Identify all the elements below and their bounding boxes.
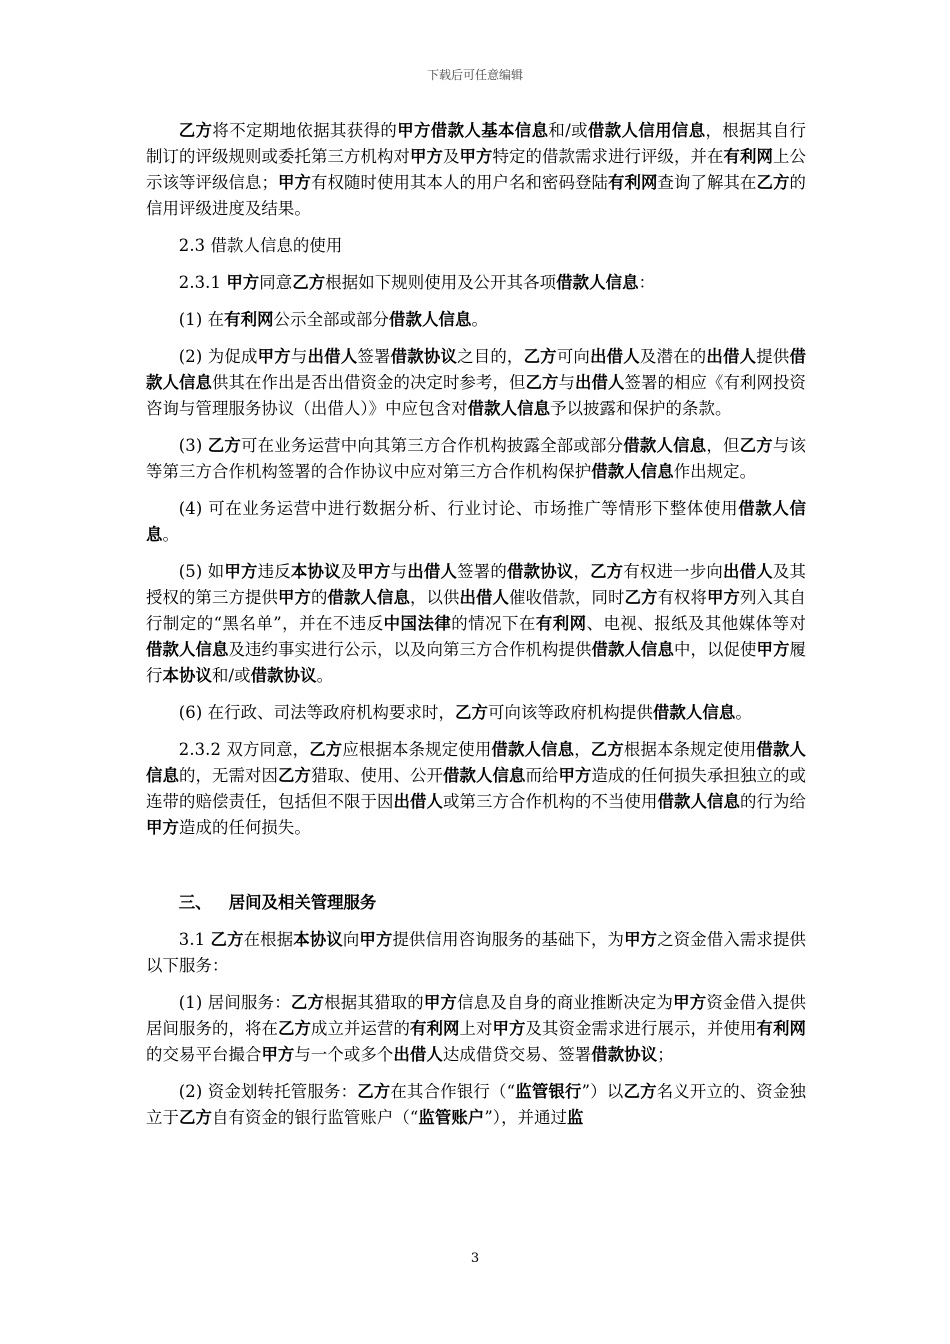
text-run: 应根据本条规定使用 xyxy=(342,740,492,759)
text-run: 3.1 xyxy=(178,930,211,949)
bold-term: 甲方 xyxy=(146,818,179,837)
text-run: 中，以促使 xyxy=(674,640,757,659)
bold-term: 甲方 xyxy=(224,562,258,581)
text-run: ； xyxy=(657,1045,674,1064)
text-run: 签署的相应《有利网投资咨询与管理服务协议（出借人）》中应包含对 xyxy=(146,373,806,418)
text-run: 的交易平台撮合 xyxy=(146,1045,262,1064)
text-run: 。 xyxy=(316,666,334,685)
section-heading xyxy=(146,890,806,916)
text-run: 及潜在的 xyxy=(639,347,707,366)
bold-term: 借款人信息 xyxy=(591,462,674,481)
bold-term: 有利网 xyxy=(535,614,587,633)
bold-term: 甲方 xyxy=(673,993,707,1012)
spacer xyxy=(146,852,806,890)
text-run: 及违约事实进行公示，以及向第三方合作机构提供 xyxy=(228,640,592,659)
text-run: ，但 xyxy=(706,436,740,455)
bold-term: 甲方 xyxy=(558,766,592,785)
paragraph xyxy=(146,700,806,726)
paragraph xyxy=(146,433,806,485)
text-run: 予以披露和保护的条款。 xyxy=(550,399,732,418)
bold-term: 监管账户 xyxy=(418,1108,485,1127)
text-run: 作出规定。 xyxy=(673,462,757,481)
text-run: 在其合作银行（“ xyxy=(390,1082,516,1101)
bold-term: 借款人信用信息 xyxy=(587,121,706,140)
bold-term: 甲方 xyxy=(277,173,311,192)
text-run: 有权将 xyxy=(657,588,707,607)
bold-term: 甲方 xyxy=(707,588,740,607)
bold-term: 出借人 xyxy=(393,792,443,811)
bold-term: 监管银行 xyxy=(515,1082,582,1101)
text-run: 。 xyxy=(735,703,752,722)
text-run: 可向 xyxy=(556,347,591,366)
text-run: 供其在作出是否出借资金的决定时参考，但 xyxy=(212,373,526,392)
text-run: 提供 xyxy=(756,347,790,366)
text-run: 签署 xyxy=(357,347,391,366)
text-run: 自有资金的银行监管账户（“ xyxy=(211,1108,419,1127)
text-run: 造成的任何损失承担独立的或连带的赔偿责任，包括但不限于因 xyxy=(146,766,806,811)
bold-term: 借款人信息 xyxy=(443,766,526,785)
text-run: (2) 为促成 xyxy=(178,347,258,366)
bold-term: 乙方 xyxy=(178,1108,212,1127)
bold-term: 甲方 xyxy=(423,993,458,1012)
bold-term: 乙方 xyxy=(624,588,658,607)
paragraph xyxy=(146,990,806,1068)
text-run: ，根据其自行制订的评级规则或委托第三方机构对 xyxy=(146,121,806,166)
bold-term: 有利网 xyxy=(410,1019,460,1038)
bold-term: 借款人信息 xyxy=(491,740,575,759)
text-run: 2.3.2 双方同意， xyxy=(178,740,310,759)
section-2-paragraphs xyxy=(146,118,806,841)
bold-term: 乙方 xyxy=(178,121,213,140)
bold-term: 甲方 xyxy=(492,1019,526,1038)
text-run: 履行 xyxy=(146,640,807,685)
text-run: 与 xyxy=(558,373,575,392)
text-run: 签署的 xyxy=(457,562,507,581)
bold-term: 本协议 xyxy=(162,666,212,685)
text-run: 之资金借入需求提供以下服务： xyxy=(146,930,807,975)
text-run: ，以供 xyxy=(410,588,460,607)
bold-term: 出借人 xyxy=(407,562,458,581)
bold-term: 甲方借款人基本信息 xyxy=(397,121,549,140)
page-number: 3 xyxy=(470,1251,480,1266)
text-run: ， xyxy=(574,740,591,759)
bold-term: 本协议 xyxy=(290,562,341,581)
text-run: 达成借贷交易、签署 xyxy=(442,1045,592,1064)
text-run: 提供信用咨询服务的基础下，为 xyxy=(392,930,625,949)
text-run: 违反 xyxy=(257,562,291,581)
bold-term: 乙方 xyxy=(756,173,790,192)
paragraph xyxy=(146,559,806,689)
bold-term: 甲方 xyxy=(409,147,443,166)
text-run: 及 xyxy=(340,562,358,581)
text-run: 根据其猎取的 xyxy=(324,993,424,1012)
section-3-paragraphs xyxy=(146,927,806,1131)
bold-term: 中国法律 xyxy=(383,614,452,633)
section-number: 三、 xyxy=(178,893,212,912)
bold-term: 甲方 xyxy=(624,930,658,949)
text-run: 同意 xyxy=(259,273,293,292)
bold-term: 乙方 xyxy=(454,703,488,722)
text-run: 的信用评级进度及结果。 xyxy=(146,173,806,218)
bold-term: 借款人信息 xyxy=(623,436,707,455)
text-run: 与 xyxy=(290,347,308,366)
bold-term: 借款人信息 xyxy=(327,588,410,607)
bold-term: 借款协议 xyxy=(250,666,317,685)
text-run: 而给 xyxy=(525,766,559,785)
paragraph xyxy=(146,496,806,548)
text-run: 查询了解其在 xyxy=(657,173,757,192)
text-run: 之目的， xyxy=(457,347,524,366)
bold-term: 借款人信息 xyxy=(556,273,639,292)
text-run: 催收借款，同时 xyxy=(509,588,625,607)
text-run: (1) 居间服务： xyxy=(178,993,291,1012)
paragraph xyxy=(146,737,806,841)
text-run: ： xyxy=(638,273,656,292)
document-body xyxy=(146,118,806,1142)
bold-term: 乙方 xyxy=(739,436,773,455)
text-run: 与该等第三方合作机构签署的合作协议中应对第三方合作机构保护 xyxy=(146,436,807,481)
text-run: 与 xyxy=(390,562,408,581)
bold-term: 借款人信息 xyxy=(146,499,806,544)
text-run: 2.3 借款人信息的使用 xyxy=(178,236,343,255)
text-run: 猎取、使用、公开 xyxy=(311,766,443,785)
bold-term: 借款协议 xyxy=(591,1045,658,1064)
bold-term: 借款协议 xyxy=(506,562,574,581)
text-run: ， xyxy=(573,562,591,581)
bold-term: 借款人信息 xyxy=(146,347,807,392)
bold-term: 借款协议 xyxy=(390,347,458,366)
text-run: 及其资金需求进行展示，并使用 xyxy=(525,1019,757,1038)
bold-term: 借款人信息 xyxy=(146,640,229,659)
bold-term: 有利网 xyxy=(224,310,274,329)
bold-term: 有利网 xyxy=(756,1019,806,1038)
bold-term: 出借人 xyxy=(393,1045,443,1064)
bold-term: 乙方 xyxy=(207,436,242,455)
bold-term: 有利网 xyxy=(723,147,773,166)
text-run: 造成的任何损失。 xyxy=(178,818,311,837)
text-run: 在根据 xyxy=(243,930,294,949)
text-run: 信息及自身的商业推断决定为 xyxy=(457,993,674,1012)
bold-term: 甲方 xyxy=(357,562,391,581)
text-run: 2.3.1 xyxy=(178,273,227,292)
text-run: 名义开立的、资金独立于 xyxy=(146,1082,807,1127)
text-run: 将不定期地依据其获得的 xyxy=(212,121,398,140)
paragraph xyxy=(146,307,806,333)
text-run: 可向该等政府机构提供 xyxy=(487,703,653,722)
bold-term: 乙方 xyxy=(278,766,311,785)
bold-term: 出借人 xyxy=(459,588,509,607)
bold-term: 乙方 xyxy=(590,562,624,581)
bold-term: 乙方 xyxy=(523,347,557,366)
text-run: (5) 如 xyxy=(178,562,225,581)
bold-term: 出借人 xyxy=(590,347,640,366)
bold-term: 甲方 xyxy=(257,347,291,366)
text-run: 和/或 xyxy=(211,666,251,685)
text-run: (4) 可在业务运营中进行数据分析、行业讨论、市场推广等情形下整体使用 xyxy=(178,499,739,518)
bold-term: 甲方 xyxy=(756,640,790,659)
text-run: (3) xyxy=(178,436,208,455)
text-run: 根据如下规则使用及公开其各项 xyxy=(325,273,557,292)
text-run: 特定的借款需求进行评级，并在 xyxy=(492,147,724,166)
bold-term: 出借人 xyxy=(706,347,757,366)
bold-term: 乙方 xyxy=(210,930,244,949)
paragraph xyxy=(146,344,806,422)
bold-term: 出借人 xyxy=(574,373,625,392)
bold-term: 借款人信息 xyxy=(467,399,551,418)
bold-term: 乙方 xyxy=(278,1019,311,1038)
text-run: 。 xyxy=(471,310,488,329)
bold-term: 乙方 xyxy=(292,273,326,292)
text-run: 列入其自行制定的“黑名单”，并在不违反 xyxy=(146,588,806,633)
bold-term: 乙方 xyxy=(357,1082,391,1101)
bold-term: 甲方 xyxy=(359,930,393,949)
bold-term: 甲方 xyxy=(226,273,260,292)
text-run: 有权进一步向 xyxy=(623,562,724,581)
text-run: ”）以 xyxy=(581,1082,624,1101)
paragraph xyxy=(146,927,806,979)
paragraph xyxy=(146,118,806,222)
text-run: 的 xyxy=(311,588,328,607)
text-run: 。 xyxy=(162,525,179,544)
page-header: 下载后可任意编辑 xyxy=(426,68,523,82)
bold-term: 乙方 xyxy=(590,740,624,759)
text-run: 有权随时使用其本人的用户名和密码登陆 xyxy=(311,173,608,192)
text-run: 上对 xyxy=(459,1019,493,1038)
bold-term: 本协议 xyxy=(293,930,343,949)
bold-term: 甲方 xyxy=(261,1045,295,1064)
text-run: 及其授权的第三方提供 xyxy=(146,562,806,607)
text-run: 或第三方合作机构的不当使用 xyxy=(443,792,658,811)
bold-term: 监 xyxy=(567,1108,584,1127)
bold-term: 借款人信息 xyxy=(146,740,807,785)
text-run: 公示全部或部分 xyxy=(273,310,390,329)
text-run: 的，无需对因 xyxy=(179,766,278,785)
text-run: (1) 在 xyxy=(178,310,225,329)
text-run: 及 xyxy=(442,147,460,166)
text-run: 上公示该等评级信息； xyxy=(146,147,806,192)
text-run: (2) 资金划转托管服务： xyxy=(178,1082,358,1101)
section-title: 居间及相关管理服务 xyxy=(228,893,377,912)
text-run: 资金借入提供居间服务的，将在 xyxy=(146,993,807,1038)
text-run: 与一个或多个 xyxy=(294,1045,394,1064)
bold-term: 甲方 xyxy=(278,588,311,607)
bold-term: 乙方 xyxy=(309,740,343,759)
bold-term: 出借人 xyxy=(307,347,358,366)
text-run: ”），并通过 xyxy=(484,1108,568,1127)
text-run: (6) 在行政、司法等政府机构要求时， xyxy=(178,703,455,722)
bold-term: 甲方 xyxy=(459,147,493,166)
text-run: 向 xyxy=(342,930,360,949)
text-run: 可在业务运营中向其第三方合作机构披露全部或部分 xyxy=(241,436,624,455)
paragraph xyxy=(146,233,806,259)
bold-term: 乙方 xyxy=(623,1082,657,1101)
text-run: 的行为给 xyxy=(740,792,806,811)
bold-term: 借款人信息 xyxy=(652,703,736,722)
paragraph xyxy=(146,270,806,296)
bold-term: 乙方 xyxy=(290,993,325,1012)
bold-term: 出借人 xyxy=(723,562,773,581)
text-run: 、电视、报纸及其他媒体等对 xyxy=(586,614,806,633)
bold-term: 借款人信息 xyxy=(657,792,740,811)
text-run: 和/或 xyxy=(548,121,588,140)
text-run: 成立并运营的 xyxy=(311,1019,410,1038)
text-run: 的情况下在 xyxy=(451,614,536,633)
text-run: 根据本条规定使用 xyxy=(623,740,757,759)
bold-term: 乙方 xyxy=(525,373,559,392)
paragraph xyxy=(146,1079,806,1131)
bold-term: 借款人信息 xyxy=(389,310,472,329)
bold-term: 有利网 xyxy=(607,173,658,192)
bold-term: 借款人信息 xyxy=(591,640,674,659)
